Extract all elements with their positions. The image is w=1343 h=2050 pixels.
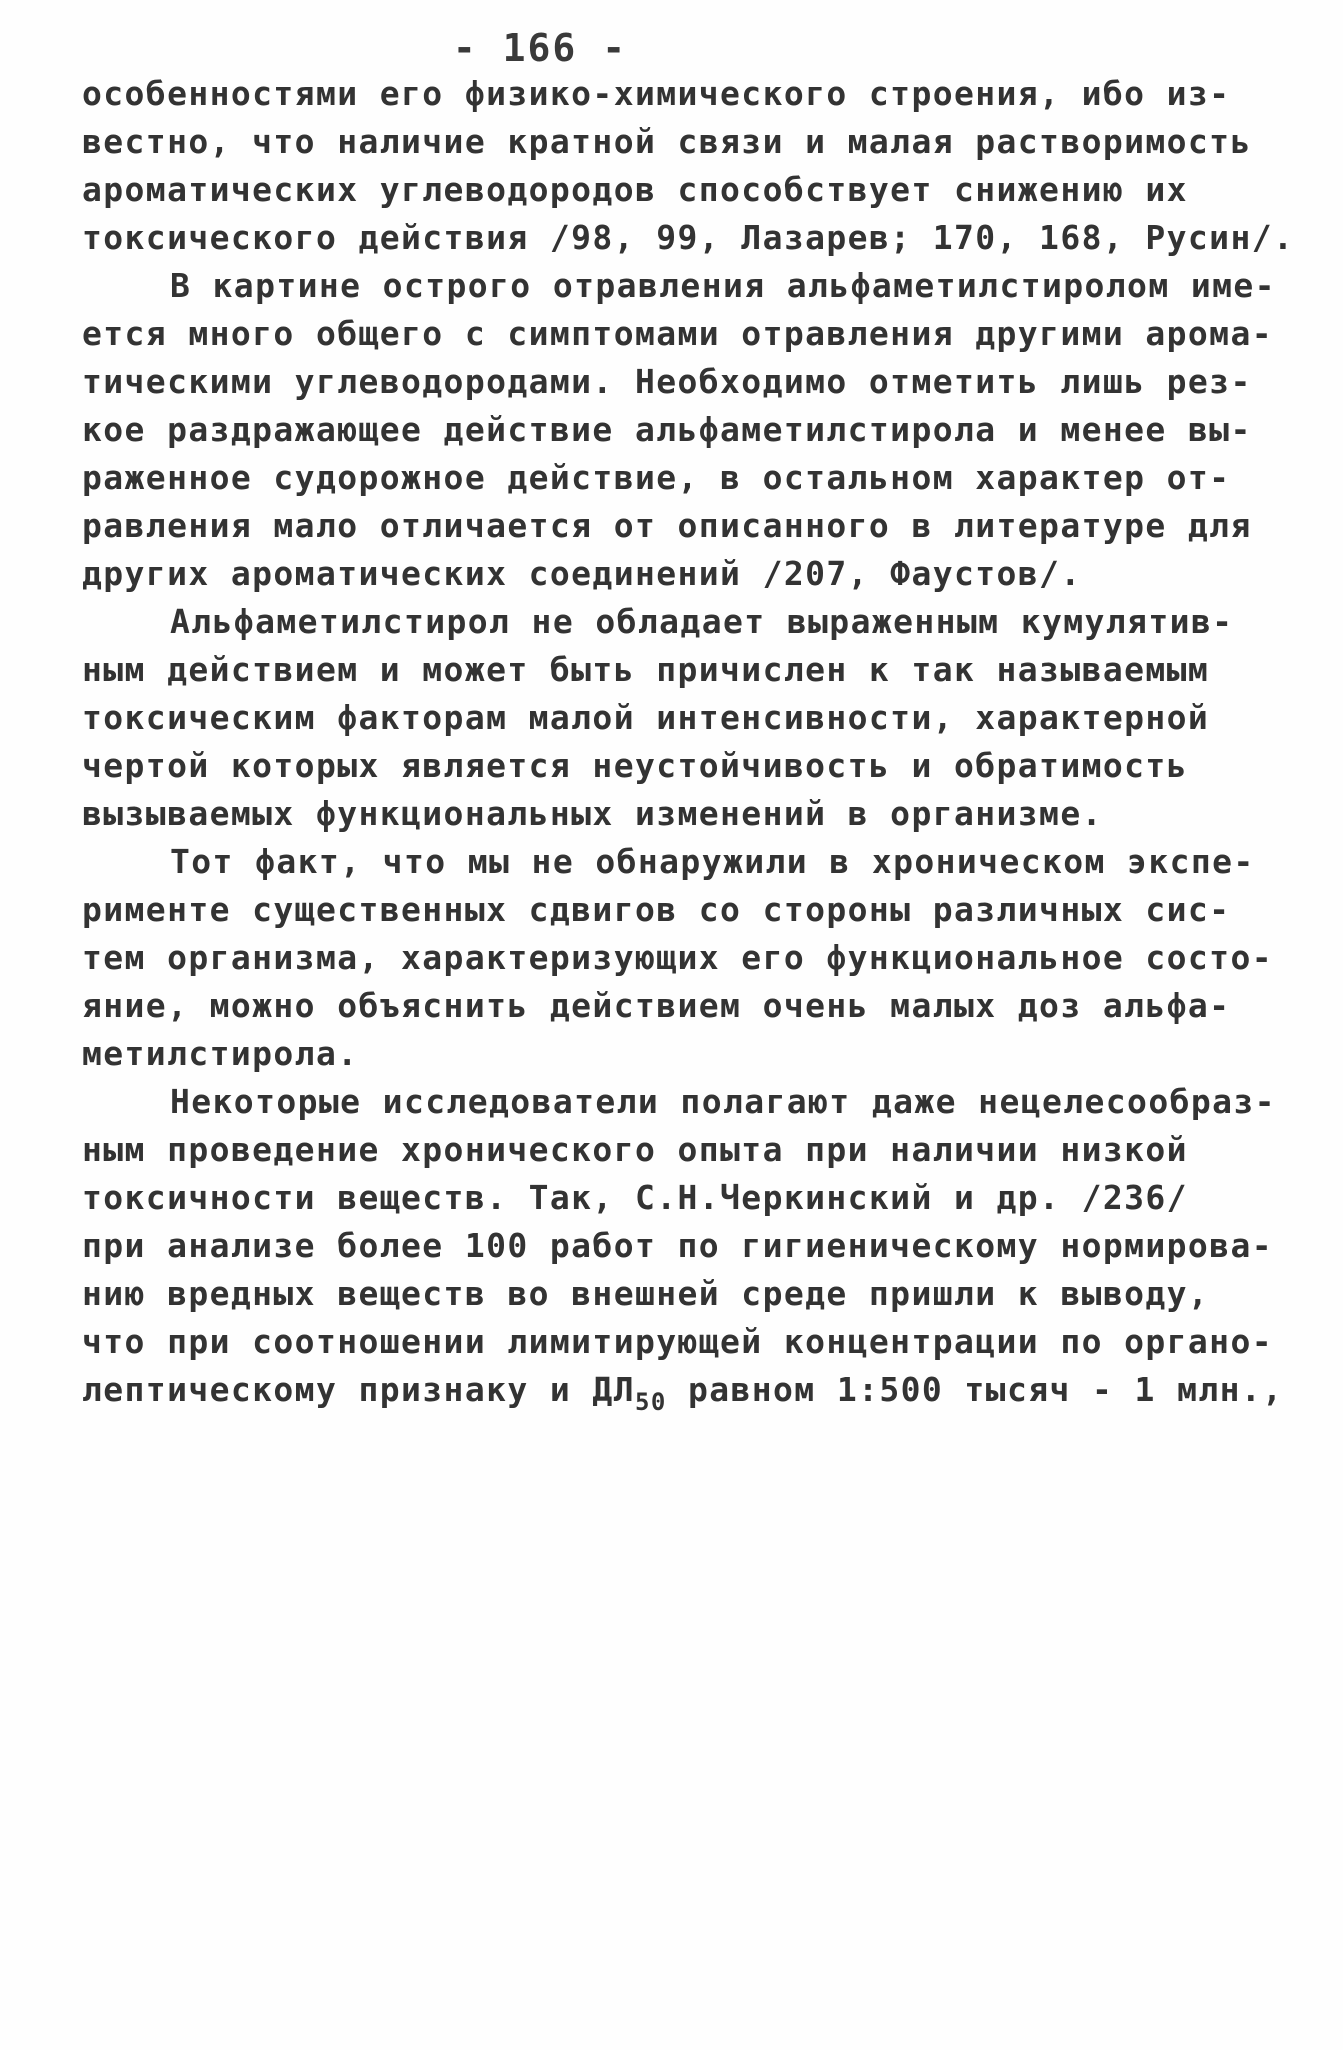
text-line: токсичности веществ. Так, С.Н.Черкинский и др. /236/ xyxy=(82,1178,1188,1217)
paragraph-first-line: В картине острого отравления альфаметилстиролом име- xyxy=(170,266,1276,305)
text-line: особенностями его физико-химического строения, ибо из- xyxy=(82,74,1231,113)
last-line-after: равном 1:500 тысяч - 1 млн., xyxy=(666,1370,1284,1409)
text-line: тическими углеводородами. Необходимо отметить лишь рез- xyxy=(82,362,1252,401)
text-line-last xyxy=(82,1368,1283,1415)
text-line: ароматических углеводородов способствует снижению их xyxy=(82,170,1188,209)
text-line: токсического действия /98, 99, Лазарев; 170, 168, Русин/. xyxy=(82,218,1295,257)
subscript: 50 xyxy=(634,1388,667,1416)
text-line: других ароматических соединений /207, Фаустов/. xyxy=(82,554,1082,593)
text-line: нию вредных веществ во внешней среде пришли к выводу, xyxy=(82,1274,1210,1313)
text-line: вызываемых функциональных изменений в организме. xyxy=(82,794,1103,833)
paragraph-first-line: Альфаметилстирол не обладает выраженным кумулятив- xyxy=(170,602,1234,641)
text-line: равления мало отличается от описанного в литературе для xyxy=(82,506,1252,545)
text-line: тем организма, характеризующих его функциональное состо- xyxy=(82,938,1273,977)
text-line: кое раздражающее действие альфаметилстирола и менее вы- xyxy=(82,410,1252,449)
text-line: яние, можно объяснить действием очень малых доз альфа- xyxy=(82,986,1231,1025)
text-line: раженное судорожное действие, в остальном характер от- xyxy=(82,458,1231,497)
text-line: при анализе более 100 работ по гигиеническому нормирова- xyxy=(82,1226,1273,1265)
text-line: ным проведение хронического опыта при наличии низкой xyxy=(82,1130,1188,1169)
text-line: метилстирола. xyxy=(82,1034,359,1073)
text-line: ным действием и может быть причислен к так называемым xyxy=(82,650,1210,689)
text-line: токсическим факторам малой интенсивности, характерной xyxy=(82,698,1210,737)
paragraph-first-line: Тот факт, что мы не обнаружили в хроническом экспе- xyxy=(170,842,1255,881)
text-line: вестно, что наличие кратной связи и малая растворимость xyxy=(82,122,1252,161)
last-line-before: лептическому признаку и ДЛ xyxy=(82,1370,635,1409)
paragraph-first-line: Некоторые исследователи полагают даже нецелесообраз- xyxy=(170,1082,1276,1121)
text-line: рименте существенных сдвигов со стороны различных сис- xyxy=(82,890,1231,929)
text-line: что при соотношении лимитирующей концентрации по органо- xyxy=(82,1322,1273,1361)
text-line: ется много общего с симптомами отравления другими арома- xyxy=(82,314,1273,353)
page-number: - 166 - xyxy=(452,26,628,70)
text-line: чертой которых является неустойчивость и обратимость xyxy=(82,746,1188,785)
